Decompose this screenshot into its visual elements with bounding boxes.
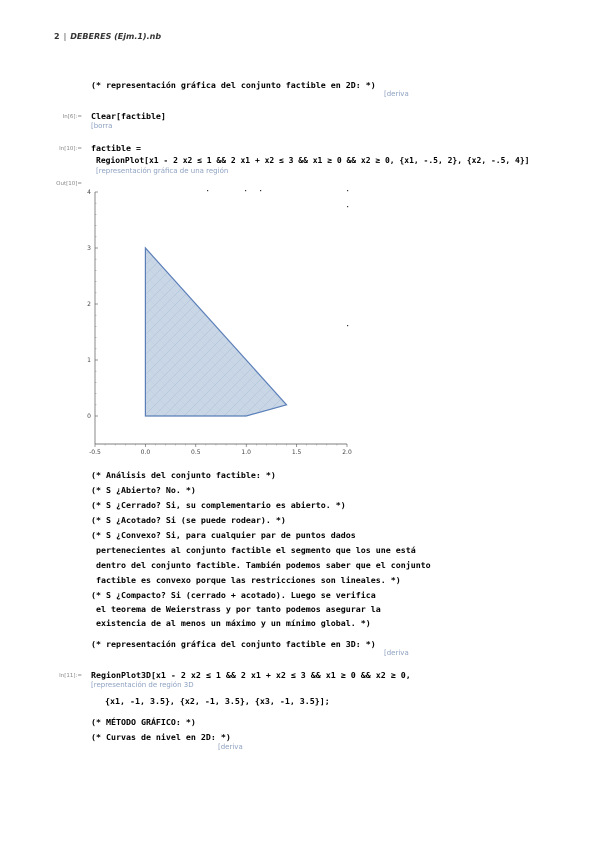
clear-code[interactable]: Clear[factible] xyxy=(91,111,166,121)
cell-label-in6: In[6]:= xyxy=(62,114,82,120)
cell-label-in10: In[10]:= xyxy=(59,146,82,152)
frame-dot xyxy=(347,325,348,326)
analysis-line-3[interactable]: (* S ¿Acotado? Si (se puede rodear). *) xyxy=(91,515,286,525)
frame-dot xyxy=(245,190,246,191)
regionplot3d-code[interactable]: RegionPlot3D[x1 - 2 x2 ≤ 1 && 2 x1 + x2 ≤ 3 && x1 ≥ 0 && x2 ≥ 0, xyxy=(91,670,411,680)
analysis-line-9[interactable]: el teorema de Weierstrass y por tanto podemos asegurar la xyxy=(96,604,381,614)
x-tick-label-1: 0.0 xyxy=(140,449,151,456)
frame-dot xyxy=(347,190,348,191)
cell-label-in11: In[11]:= xyxy=(59,673,82,679)
y-tick-label-2: 2 xyxy=(87,301,91,308)
analysis-line-10[interactable]: existencia de al menos un máximo y un mínimo global. *) xyxy=(96,618,371,628)
hint-borra[interactable]: [ borra xyxy=(91,122,112,130)
metodo-grafico[interactable]: (* MÉTODO GRÁFICO: *) xyxy=(91,717,196,727)
curvas-nivel[interactable]: (* Curvas de nivel en 2D: *) xyxy=(91,732,231,742)
x-tick-label-0: -0.5 xyxy=(89,449,101,456)
analysis-line-0[interactable]: (* Análisis del conjunto factible: *) xyxy=(91,470,276,480)
analysis-line-8[interactable]: (* S ¿Compacto? Si (cerrado + acotado). Luego se verifica xyxy=(91,590,376,600)
notebook-title: DEBERES (Ejm.1).nb xyxy=(70,32,162,41)
hint-regionplot[interactable]: [ representación gráfica de una región xyxy=(96,167,228,175)
x-tick-label-3: 1.0 xyxy=(241,449,251,456)
regionplot-code[interactable]: RegionPlot[x1 - 2 x2 ≤ 1 && 2 x1 + x2 ≤ 3 && x1 ≥ 0 && x2 ≥ 0, {x1, -.5, 2}, {x2, -.5, 4}] xyxy=(96,156,530,165)
analysis-line-6[interactable]: dentro del conjunto factible. También podemos saber que el conjunto xyxy=(96,560,431,570)
factible-assign[interactable]: factible = xyxy=(91,143,141,153)
cell-label-out10: Out[10]= xyxy=(56,181,82,187)
hint-deriva-1[interactable]: [ deriva xyxy=(384,90,409,98)
comment-2d[interactable]: (* representación gráfica del conjunto factible en 2D: *) xyxy=(91,80,376,90)
y-tick-label-1: 1 xyxy=(87,357,91,364)
hint-regionplot3d[interactable]: [ representación de región 3D xyxy=(91,681,194,689)
hint-deriva-3[interactable]: [ deriva xyxy=(218,743,243,751)
page-header xyxy=(54,32,161,41)
y-tick-label-4: 4 xyxy=(87,189,91,196)
analysis-line-5[interactable]: pertenecientes al conjunto factible el segmento que los une está xyxy=(96,545,416,555)
analysis-line-4[interactable]: (* S ¿Convexo? Si, para cualquier par de puntos dados xyxy=(91,530,356,540)
x-tick-label-5: 2.0 xyxy=(342,449,352,456)
frame-dot xyxy=(260,190,261,191)
region-plot[interactable] xyxy=(80,180,370,460)
analysis-line-2[interactable]: (* S ¿Cerrado? Si, su complementario es abierto. *) xyxy=(91,500,346,510)
x-tick-label-2: 0.5 xyxy=(191,449,201,456)
y-tick-label-3: 3 xyxy=(87,245,91,252)
comment-3d[interactable]: (* representación gráfica del conjunto factible en 3D: *) xyxy=(91,639,376,649)
analysis-line-7[interactable]: factible es convexo porque las restricciones son lineales. *) xyxy=(96,575,401,585)
header-separator: | xyxy=(63,32,67,41)
y-tick-label-0: 0 xyxy=(87,413,91,420)
frame-dot xyxy=(347,206,348,207)
feasible-region-mesh xyxy=(145,248,286,416)
x-tick-label-4: 1.5 xyxy=(291,449,302,456)
hint-deriva-2[interactable]: [ deriva xyxy=(384,649,409,657)
regionplot3d-ranges[interactable]: {x1, -1, 3.5}, {x2, -1, 3.5}, {x3, -1, 3.5}]; xyxy=(105,696,330,706)
page-number: 2 xyxy=(54,32,60,41)
analysis-line-1[interactable]: (* S ¿Abierto? No. *) xyxy=(91,485,196,495)
frame-dot xyxy=(207,190,208,191)
